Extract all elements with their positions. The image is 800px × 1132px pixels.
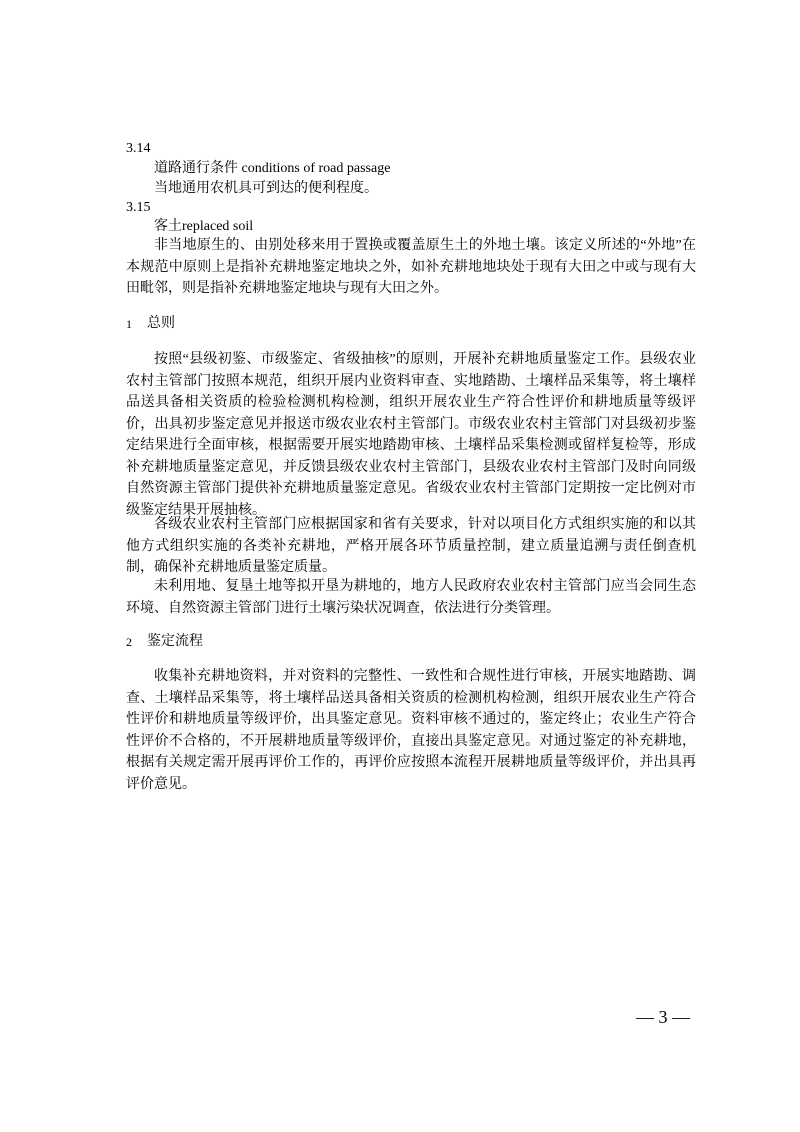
section-paragraph: 各级农业农村主管部门应根据国家和省有关要求，针对以项目化方式组织实施的和以其他方式组织实施的各类补充耕地，严格开展各环节质量控制，建立质量追溯与责任倒查机制，确保补充耕地质量鉴定质量。: [126, 517, 696, 575]
section-paragraph: 收集补充耕地资料，并对资料的完整性、一致性和合规性进行审核，开展实地踏勘、调查、土壤样品采集等，将土壤样品送具备相关资质的检测机构检测，组织开展农业生产符合性评价和耕地质量等级评价，出具鉴定意见。资料审核不通过的，鉴定终止；农业生产符合性评价不合格的，不开展耕地质量等级评价，直接出具鉴定意见。对通过鉴定的补充耕地，根据有关规定需开展再评价工作的，再评价应按照本流程开展耕地质量等级评价，并出具再评价意见。: [126, 669, 696, 792]
term-name: 道路通行条件 conditions of road passage: [154, 161, 391, 176]
term-number: 3.15: [126, 200, 151, 215]
term-name: 客土replaced soil: [154, 219, 254, 234]
term-number: 3.14: [126, 141, 151, 156]
page-number: — 3 —: [636, 1007, 690, 1027]
section-paragraph: 按照“县级初鉴、市级鉴定、省级抽核”的原则，开展补充耕地质量鉴定工作。县级农业农村主管部门按照本规范，组织开展内业资料审查、实地踏勘、土壤样品采集等，将土壤样品送具备相关资质的检验检测机构检测，组织开展农业生产符合性评价和耕地质量等级评价，出具初步鉴定意见并报送市级农业农村主管部门。市级农业农村主管部门对县级初步鉴定结果进行全面审核，根据需要开展实地踏勘审核、土壤样品采集检测或留样复检等，形成补充耕地质量鉴定意见，并反馈县级农业农村主管部门，县级农业农村主管部门及时向同级自然资源主管部门提供补充耕地质量鉴定意见。省级农业农村主管部门定期按一定比例对市级鉴定结果开展抽核。: [126, 352, 696, 518]
section-title: 总则: [147, 316, 175, 331]
term-definition: 当地通用农机具可到达的便利程度。: [154, 181, 378, 196]
term-definition: 非当地原生的、由别处移来用于置换或覆盖原生土的外地土壤。该定义所述的“外地”在本规范中原则上是指补充耕地鉴定地块之外，如补充耕地地块处于现有大田之中或与现有大田毗邻，则是指补充耕地鉴定地块与现有大田之外。: [126, 238, 696, 296]
section-title: 鉴定流程: [147, 634, 203, 649]
section-paragraph: 未利用地、复垦土地等拟开垦为耕地的，地方人民政府农业农村主管部门应当会同生态环境、自然资源主管部门进行土壤污染状况调查，依法进行分类管理。: [126, 579, 696, 616]
section-number: 2: [126, 635, 132, 649]
section-number: 1: [126, 317, 132, 331]
